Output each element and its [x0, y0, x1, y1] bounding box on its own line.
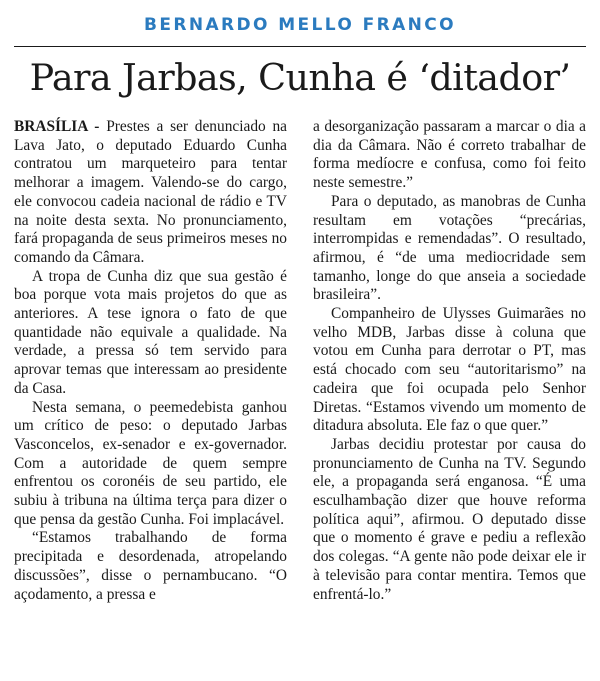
column-left [14, 118, 287, 604]
paragraph-3: Nesta semana, o peemedebista ganhou um crítico de peso: o deputado Jarbas Vasconcelos, ex-senador e ex-governador. Com a autoridade de quem sempre enfrentou os coronéis de seu partido, ele subiu à tribuna na última terça para dizer o que pensa da gestão Cunha. Foi implacável. [14, 398, 287, 528]
paragraph-6: Companheiro de Ulysses Guimarães no velho MDB, Jarbas disse à coluna que votou em Cunha para derrotar o PT, mas está chocado com seu “autoritarismo” na cadeira que foi ocupada pelo Senhor Diretas. “Estamos vivendo um momento de ditadura absoluta. Ele faz o que quer.” [313, 305, 586, 435]
column-right [313, 118, 586, 604]
headline: Para Jarbas, Cunha é ‘ditador’ [29, 56, 571, 99]
article-body [14, 118, 586, 604]
author-byline: BERNARDO MELLO FRANCO [144, 15, 456, 35]
paragraph-4-continued: a desorganização passaram a marcar o dia a dia da Câmara. Não é correto trabalhar de forma medíocre e confusa, como foi feito neste semestre.” [313, 118, 586, 192]
paragraph-2: A tropa de Cunha diz que sua gestão é boa porque vota mais projetos do que as anteriores. A tese ignora o fato de que quantidade não equivale a qualidade. Na verdade, a pressa só tem servido para aprovar temas que interessam ao presidente da Casa. [14, 267, 287, 397]
paragraph-7: Jarbas decidiu protestar por causa do pronunciamento de Cunha na TV. Segundo ele, a propaganda será enganosa. “É uma esculhambação dizer que houve reforma política aqui”, afirmou. O deputado disse que o momento é grave e pediu a reflexão dos colegas. “A gente não pode deixar ele ir à televisão para contar mentira. Temos que enfrentá-lo.” [313, 435, 586, 603]
lead-paragraph [14, 118, 287, 268]
paragraph-4-start: “Estamos trabalhando de forma precipitada e desordenada, atropelando discussões”, disse o pernambucano. “O açodamento, a pressa e [14, 529, 287, 603]
header-rule [14, 46, 586, 47]
dateline: BRASÍLIA - [14, 118, 100, 135]
lead-text: Prestes a ser denunciado na Lava Jato, o deputado Eduardo Cunha contratou um marqueteiro para tentar melhorar a imagem. Valendo-se do cargo, ele convocou cadeia nacional de rádio e TV na noite desta sexta. No pronunciamento, fará propaganda de seus primeiros meses no comando da Câmara. [14, 118, 287, 266]
paragraph-5: Para o deputado, as manobras de Cunha resultam em votações “precárias, interrompidas e remendadas”. O resultado, afirmou, é “de uma mediocridade sem tamanho, longe do que anseia a sociedade brasileira”. [313, 192, 586, 304]
